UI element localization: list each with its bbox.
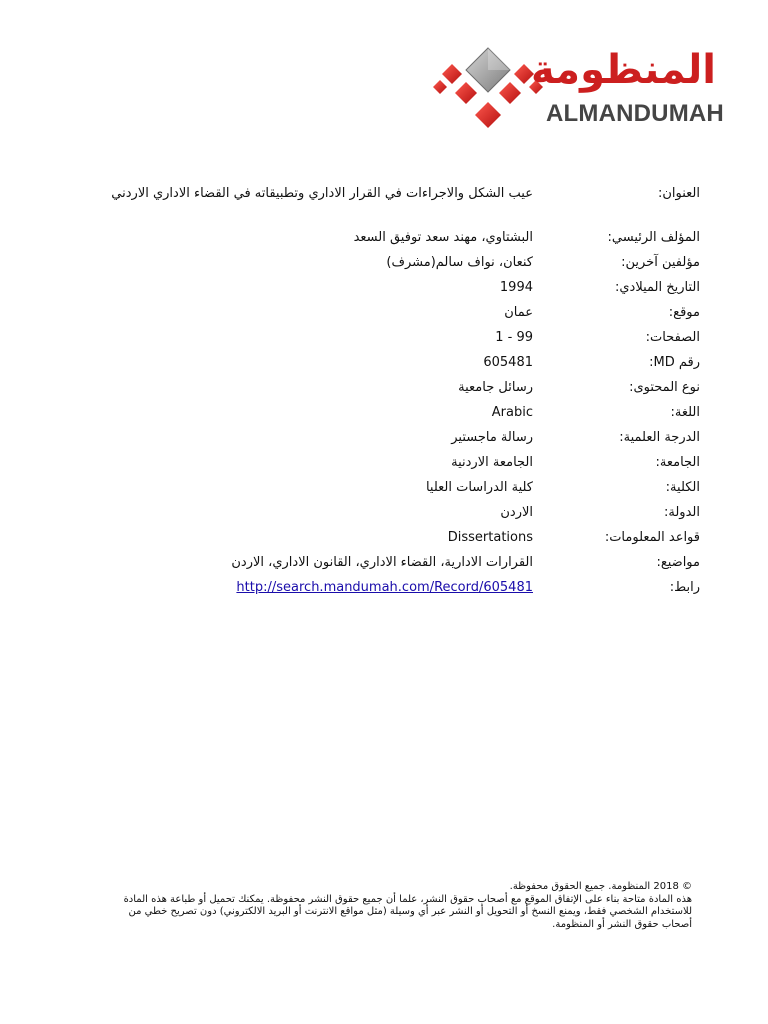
- databases-label: قواعد المعلومات:: [604, 530, 700, 545]
- content-type-value: رسائل جامعية: [458, 380, 533, 395]
- row-country: [100, 501, 700, 526]
- title-value: عيب الشكل والاجراءات في القرار الاداري وتطبيقاته في القضاء الاداري الاردني: [111, 186, 533, 201]
- usage-terms-line-3: أصحاب حقوق النشر أو المنظومة.: [552, 918, 692, 930]
- university-value: الجامعة الاردنية: [451, 455, 533, 470]
- row-location: [100, 301, 700, 326]
- language-value: Arabic: [491, 405, 533, 420]
- university-label: الجامعة:: [655, 455, 700, 470]
- pages-value: 1 - 99: [495, 330, 533, 345]
- location-value: عمان: [504, 305, 533, 320]
- row-faculty: [100, 476, 700, 501]
- row-degree: [100, 426, 700, 451]
- language-label: اللغة:: [670, 405, 700, 420]
- row-databases: [100, 526, 700, 551]
- row-year: [100, 276, 700, 301]
- row-pages: [100, 326, 700, 351]
- country-label: الدولة:: [664, 505, 700, 520]
- location-label: موقع:: [668, 305, 700, 320]
- row-md-number: [100, 351, 700, 376]
- degree-value: رسالة ماجستير: [451, 430, 533, 445]
- record-link[interactable]: http://search.mandumah.com/Record/605481: [236, 580, 533, 595]
- subjects-value: القرارات الادارية، القضاء الاداري، القانون الاداري، الاردن: [231, 555, 533, 570]
- link-value-cell: [100, 576, 533, 597]
- faculty-value: كلية الدراسات العليا: [425, 480, 533, 495]
- other-authors-label: مؤلفين آخرين:: [621, 255, 700, 270]
- md-number-label: رقم MD:: [649, 355, 700, 370]
- main-author-label: المؤلف الرئيسي:: [607, 230, 700, 245]
- year-label: التاريخ الميلادي:: [615, 280, 700, 295]
- diamond-logo-icon: [432, 44, 544, 132]
- almandumah-logo: [432, 44, 724, 144]
- row-other-authors: [100, 251, 700, 276]
- copyright-footer: [60, 881, 692, 931]
- logo-latin-wordmark: ALMANDUMAH: [546, 100, 724, 127]
- usage-terms-line-2: للاستخدام الشخصي فقط، ويمنع النسخ أو التحويل أو النشر عبر أي وسيلة (مثل مواقع الانترنت أو البريد الالكتروني) دون تصريح خطي من: [128, 906, 692, 917]
- country-value: الاردن: [500, 505, 533, 520]
- pages-label: الصفحات:: [645, 330, 700, 345]
- row-language: [100, 401, 700, 426]
- record-metadata: [100, 182, 700, 601]
- row-university: [100, 451, 700, 476]
- degree-label: الدرجة العلمية:: [619, 430, 700, 445]
- title-label: العنوان:: [657, 186, 700, 201]
- subjects-label: مواضيع:: [656, 555, 700, 570]
- copyright-line: © 2018 المنظومة. جميع الحقوق محفوظة.: [509, 881, 692, 892]
- main-author-value: البشتاوي، مهند سعد توفيق السعد: [353, 230, 533, 245]
- row-main-author: [100, 226, 700, 251]
- faculty-label: الكلية:: [665, 480, 700, 495]
- md-number-value: 605481: [483, 355, 533, 370]
- link-label: رابط:: [669, 580, 700, 595]
- row-title: [100, 182, 700, 226]
- content-type-label: نوع المحتوى:: [629, 380, 700, 395]
- row-link: [100, 576, 700, 601]
- other-authors-value: كنعان، نواف سالم(مشرف): [386, 255, 533, 270]
- logo-arabic-wordmark: المنظومة: [531, 47, 716, 93]
- row-content-type: [100, 376, 700, 401]
- row-subjects: [100, 551, 700, 576]
- databases-value: Dissertations: [447, 530, 533, 545]
- usage-terms-line-1: هذه المادة متاحة بناء على الإتفاق الموقع مع أصحاب حقوق النشر، علما أن جميع حقوق النشر محفوظة. يمكنك تحميل أو طباعة هذه المادة: [123, 893, 692, 905]
- year-value: 1994: [499, 280, 533, 295]
